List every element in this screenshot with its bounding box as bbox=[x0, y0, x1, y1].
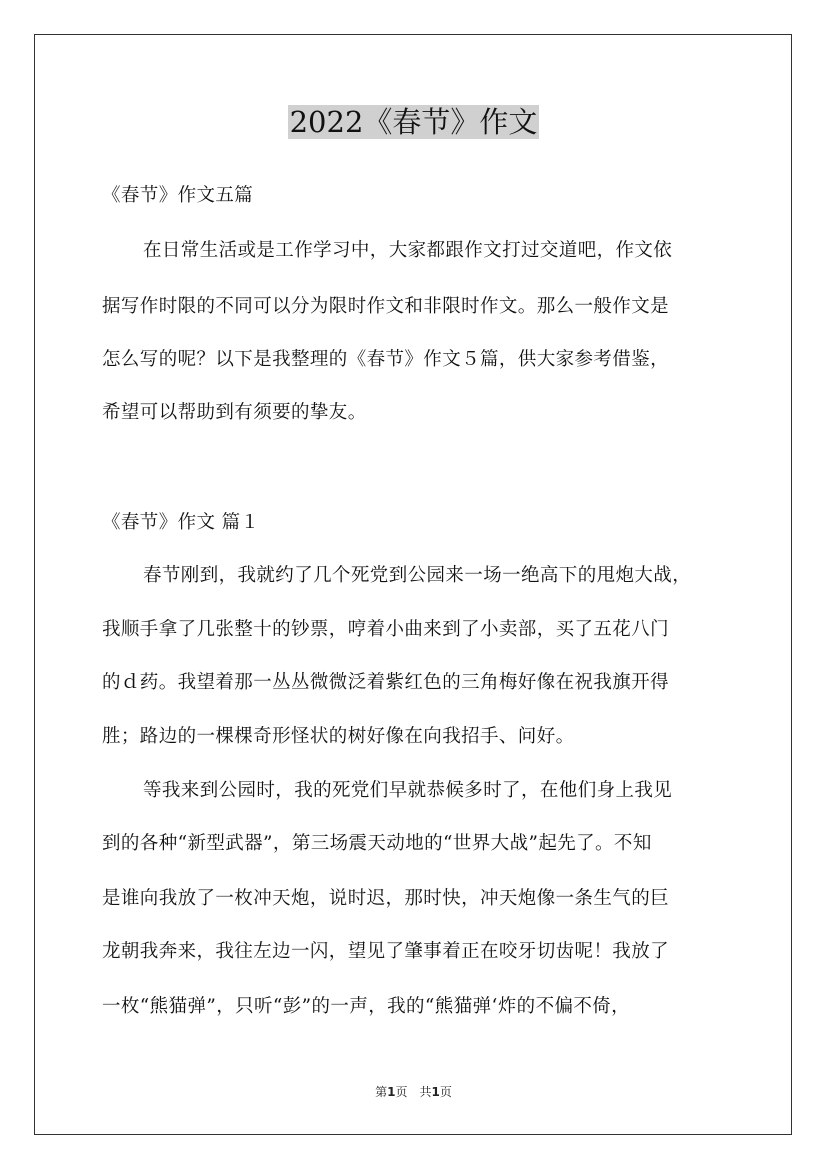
para1-line-1: 春节刚到，我就约了几个死党到公园来一场一绝高下的甩炮大战， bbox=[143, 565, 692, 586]
page-footer bbox=[0, 1083, 827, 1100]
intro-line-1: 在日常生活或是工作学习中，大家都跟作文打过交道吧，作文依 bbox=[143, 240, 673, 261]
intro-line-4: 希望可以帮助到有须要的挚友。 bbox=[102, 402, 367, 423]
para2-line-3: 是谁向我放了一枚冲天炮，说时迟，那时快，冲天炮像一条生气的巨 bbox=[102, 888, 670, 909]
para2-line-4: 龙朝我奔来，我往左边一闪，望见了肇事着正在咬牙切齿呢！我放了 bbox=[102, 941, 670, 962]
intro-line-2: 据写作时限的不同可以分为限时作文和非限时作文。那么一般作文是 bbox=[102, 296, 670, 317]
footer-page-current: 1 bbox=[387, 1085, 396, 1099]
document-title bbox=[0, 100, 827, 144]
intro-heading: 《春节》作文五篇 bbox=[102, 185, 254, 206]
para2-line-1: 等我来到公园时，我的死党们早就恭候多时了，在他们身上我见 bbox=[143, 780, 673, 801]
footer-suffix: 页 bbox=[439, 1085, 452, 1099]
intro-line-3: 怎么写的呢？以下是我整理的《春节》作文５篇，供大家参考借鉴， bbox=[102, 349, 670, 370]
para2-line-5: 一枚“熊猫弹”，只听“彭”的一声，我的“熊猫弹‘炸的不偏不倚， bbox=[102, 996, 631, 1017]
para1-line-4: 胜；路边的一棵棵奇形怪状的树好像在向我招手、问好。 bbox=[102, 726, 575, 747]
footer-page-total: 1 bbox=[431, 1085, 440, 1099]
footer-prefix: 第 bbox=[375, 1085, 388, 1099]
para1-line-3: 的ｄ药。我望着那一丛丛微微泛着紫红色的三角梅好像在祝我旗开得 bbox=[102, 672, 670, 693]
para2-line-2: 到的各种“新型武器”，第三场震天动地的“世界大战”起先了。不知 bbox=[102, 833, 652, 854]
footer-mid: 页 共 bbox=[395, 1085, 432, 1099]
para1-line-2: 我顺手拿了几张整十的钞票，哼着小曲来到了小卖部，买了五花八门 bbox=[102, 619, 670, 640]
document-title-text: 2022《春节》作文 bbox=[289, 105, 538, 139]
section1-heading: 《春节》作文 篇１ bbox=[102, 512, 260, 533]
